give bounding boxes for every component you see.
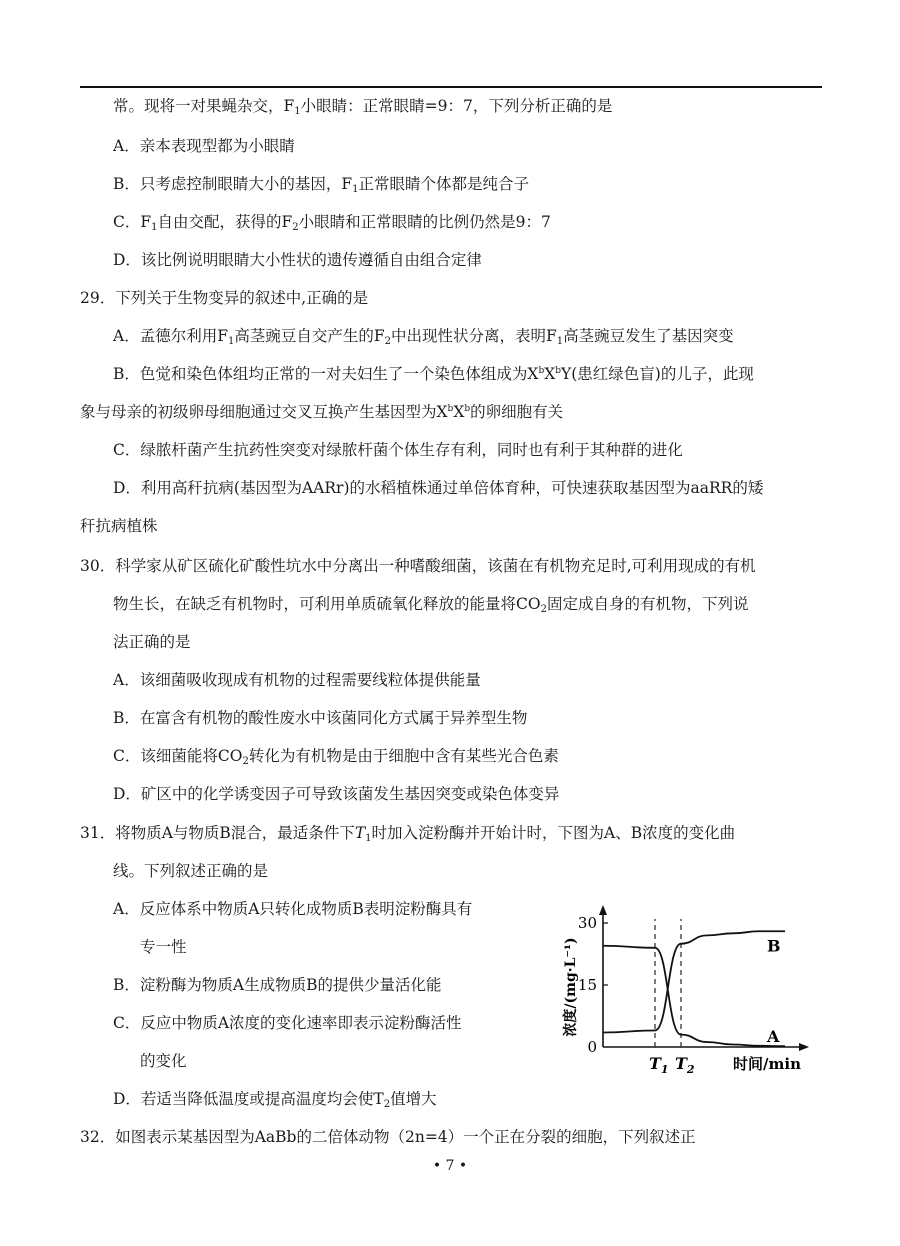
text-line: 法正确的是 — [113, 633, 191, 651]
text-line: C．该细菌能将$CO_2$转化为有机物是由于细胞中含有某些光合色素 — [113, 747, 559, 767]
series-label-A: A — [767, 1027, 780, 1047]
series-label-B: B — [767, 936, 781, 956]
y-tick-label: 15 — [577, 976, 597, 994]
text-line: 30．科学家从矿区硫化矿酸性坑水中分离出一种嗜酸细菌，该菌在有机物充足时,可利用现成的有机 — [80, 557, 756, 575]
text-line: 秆抗病植株 — [80, 517, 158, 535]
text-line: D．矿区中的化学诱变因子可导致该菌发生基因突变或染色体变异 — [113, 785, 560, 803]
text-line: C．绿脓杆菌产生抗药性突变对绿脓杆菌个体生存有利，同时也有利于其种群的进化 — [113, 441, 683, 459]
text-line: A．反应体系中物质A只转化成物质B表明淀粉酶具有 — [113, 900, 473, 918]
text-line: 29．下列关于生物变异的叙述中,正确的是 — [80, 289, 369, 307]
text-line: 31．将物质A与物质B混合，最适条件下$T_1$时加入淀粉酶并开始计时，下图为A、B浓度的变化曲 — [80, 824, 736, 844]
x-axis-arrow — [799, 1043, 809, 1051]
page-number: • 7 • — [432, 1158, 468, 1174]
text-line: 的变化 — [140, 1052, 187, 1070]
text-line: B．只考虑控制眼睛大小的基因，$F_1$正常眼睛个体都是纯合子 — [113, 175, 530, 195]
header-rule — [80, 86, 822, 88]
text-line: A．亲本表现型都为小眼睛 — [113, 137, 295, 155]
text-line: 象与母亲的初级卵母细胞通过交叉互换产生基因型为$X^bX^b$的卵细胞有关 — [80, 403, 564, 421]
text-line: C．$F_1$自由交配，获得的$F_2$小眼睛和正常眼睛的比例仍然是9：7 — [113, 213, 551, 233]
text-line: D．利用高秆抗病(基因型为AARr)的水稻植株通过单倍体育种，可快速获取基因型为aaRR的矮 — [113, 479, 764, 497]
y-tick-label: 30 — [577, 914, 597, 932]
text-line: B．色觉和染色体组均正常的一对夫妇生了一个染色体组成为$X^bX^bY$(患红绿色盲)的儿子，此现 — [113, 365, 754, 383]
text-line: 物生长，在缺乏有机物时，可利用单质硫氧化释放的能量将$CO_2$固定成自身的有机物，下列说 — [113, 595, 749, 615]
text-line: 32．如图表示某基因型为AaBb的二倍体动物（2n=4）一个正在分裂的细胞，下列叙述正 — [80, 1128, 696, 1146]
y-axis-label: 浓度/(mg·L⁻¹) — [563, 937, 579, 1037]
text-line: B．在富含有机物的酸性废水中该菌同化方式属于异养型生物 — [113, 709, 528, 727]
text-line: 专一性 — [140, 938, 187, 956]
y-tick-label: 0 — [587, 1038, 597, 1056]
text-line: 线。下列叙述正确的是 — [113, 862, 269, 880]
text-line: D．该比例说明眼睛大小性状的遗传遵循自由组合定律 — [113, 251, 482, 269]
marker-label: $T_2$ — [675, 1054, 695, 1076]
y-axis-arrow — [599, 905, 607, 915]
text-line: 常。现将一对果蝇杂交，$F_1$小眼睛：正常眼睛=9：7，下列分析正确的是 — [113, 97, 613, 117]
text-line: A．孟德尔利用$F_1$高茎豌豆自交产生的$F_2$中出现性状分离，表明$F_1$高茎豌豆发生了基因突变 — [113, 327, 734, 347]
concentration-chart — [555, 895, 825, 1085]
marker-label: $T_1$ — [649, 1054, 669, 1076]
text-line: D．若适当降低温度或提高温度均会使$T_2$值增大 — [113, 1090, 437, 1110]
text-line: C．反应中物质A浓度的变化速率即表示淀粉酶活性 — [113, 1014, 462, 1032]
text-line: A．该细菌吸收现成有机物的过程需要线粒体提供能量 — [113, 671, 481, 689]
text-line: B．淀粉酶为物质A生成物质B的提供少量活化能 — [113, 976, 442, 994]
x-axis-label: 时间/min — [733, 1055, 801, 1073]
